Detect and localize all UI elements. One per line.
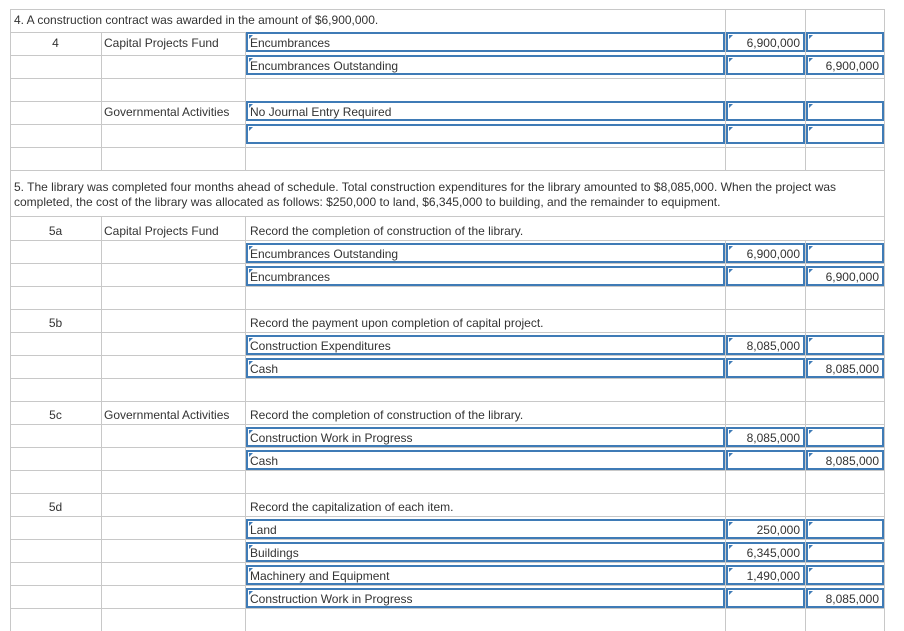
account-input-4-4[interactable] bbox=[246, 124, 725, 144]
entry-label-5a: 5a bbox=[48, 224, 63, 238]
account-input-4-2[interactable]: Encumbrances Outstanding bbox=[246, 55, 725, 75]
account-input-4-1[interactable]: Encumbrances bbox=[246, 32, 725, 52]
entry-label-5d: 5d bbox=[48, 500, 63, 514]
credit-input-5c-1[interactable] bbox=[806, 427, 884, 447]
debit-input-4-3[interactable] bbox=[726, 101, 805, 121]
dropdown-marker-icon bbox=[809, 361, 813, 365]
dropdown-marker-icon bbox=[809, 591, 813, 595]
debit-input-5c-1[interactable]: 8,085,000 bbox=[726, 427, 805, 447]
debit-input-5b-1[interactable]: 8,085,000 bbox=[726, 335, 805, 355]
dropdown-marker-icon bbox=[809, 453, 813, 457]
credit-input-5d-2[interactable] bbox=[806, 542, 884, 562]
credit-input-5a-2[interactable]: 6,900,000 bbox=[806, 266, 884, 286]
account-input-5d-4[interactable]: Construction Work in Progress bbox=[246, 588, 725, 608]
dropdown-marker-icon bbox=[729, 361, 733, 365]
credit-input-4-1[interactable] bbox=[806, 32, 884, 52]
dropdown-marker-icon bbox=[729, 104, 733, 108]
credit-input-5a-1[interactable] bbox=[806, 243, 884, 263]
memo-5c: Record the completion of construction of the library. bbox=[250, 408, 524, 422]
dropdown-marker-icon bbox=[809, 545, 813, 549]
dropdown-marker-icon bbox=[729, 545, 733, 549]
dropdown-marker-icon bbox=[809, 58, 813, 62]
dropdown-marker-icon bbox=[809, 269, 813, 273]
dropdown-marker-icon bbox=[809, 104, 813, 108]
entry-label-5c: 5c bbox=[49, 408, 62, 422]
credit-input-5d-3[interactable] bbox=[806, 565, 884, 585]
credit-input-4-4[interactable] bbox=[806, 124, 884, 144]
credit-input-5b-1[interactable] bbox=[806, 335, 884, 355]
dropdown-marker-icon bbox=[729, 338, 733, 342]
fund-label-5c: Governmental Activities bbox=[104, 408, 230, 422]
debit-input-5d-3[interactable]: 1,490,000 bbox=[726, 565, 805, 585]
account-input-5d-3[interactable]: Machinery and Equipment bbox=[246, 565, 725, 585]
debit-input-5c-2[interactable] bbox=[726, 450, 805, 470]
debit-input-5d-4[interactable] bbox=[726, 588, 805, 608]
dropdown-marker-icon bbox=[729, 453, 733, 457]
credit-input-5c-2[interactable]: 8,085,000 bbox=[806, 450, 884, 470]
account-input-5b-2[interactable]: Cash bbox=[246, 358, 725, 378]
account-input-5d-1[interactable]: Land bbox=[246, 519, 725, 539]
dropdown-marker-icon bbox=[729, 58, 733, 62]
account-input-5a-2[interactable]: Encumbrances bbox=[246, 266, 725, 286]
dropdown-marker-icon bbox=[729, 246, 733, 250]
account-input-5b-1[interactable]: Construction Expenditures bbox=[246, 335, 725, 355]
dropdown-marker-icon bbox=[809, 127, 813, 131]
account-input-5a-1[interactable]: Encumbrances Outstanding bbox=[246, 243, 725, 263]
credit-input-5d-1[interactable] bbox=[806, 519, 884, 539]
entry-label-5b: 5b bbox=[48, 316, 63, 330]
debit-input-5a-1[interactable]: 6,900,000 bbox=[726, 243, 805, 263]
memo-5d: Record the capitalization of each item. bbox=[250, 500, 454, 514]
account-input-4-3[interactable]: No Journal Entry Required bbox=[246, 101, 725, 121]
account-input-5d-2[interactable]: Buildings bbox=[246, 542, 725, 562]
dropdown-marker-icon bbox=[249, 127, 253, 131]
memo-5a: Record the completion of construction of the library. bbox=[250, 224, 524, 238]
dropdown-marker-icon bbox=[729, 568, 733, 572]
account-input-5c-1[interactable]: Construction Work in Progress bbox=[246, 427, 725, 447]
credit-input-5d-4[interactable]: 8,085,000 bbox=[806, 588, 884, 608]
dropdown-marker-icon bbox=[809, 522, 813, 526]
dropdown-marker-icon bbox=[729, 430, 733, 434]
credit-input-4-2[interactable]: 6,900,000 bbox=[806, 55, 884, 75]
debit-input-5d-1[interactable]: 250,000 bbox=[726, 519, 805, 539]
dropdown-marker-icon bbox=[809, 246, 813, 250]
memo-5b: Record the payment upon completion of capital project. bbox=[250, 316, 544, 330]
debit-input-4-4[interactable] bbox=[726, 124, 805, 144]
dropdown-marker-icon bbox=[729, 127, 733, 131]
dropdown-marker-icon bbox=[809, 338, 813, 342]
credit-input-4-3[interactable] bbox=[806, 101, 884, 121]
dropdown-marker-icon bbox=[729, 35, 733, 39]
dropdown-marker-icon bbox=[729, 522, 733, 526]
instruction-5: 5. The library was completed four months ahead of schedule. Total construction expenditures for the library amounted to $8,085,000. When the project was completed, the cost of the library was allocated as follows: $250,000 to land, $6,345,000 to building, and the remainder to equipment. bbox=[14, 180, 837, 209]
credit-input-5b-2[interactable]: 8,085,000 bbox=[806, 358, 884, 378]
instruction-4: 4. A construction contract was awarded in the amount of $6,900,000. bbox=[14, 13, 379, 27]
dropdown-marker-icon bbox=[729, 269, 733, 273]
dropdown-marker-icon bbox=[809, 430, 813, 434]
debit-input-5b-2[interactable] bbox=[726, 358, 805, 378]
debit-input-4-2[interactable] bbox=[726, 55, 805, 75]
account-input-5c-2[interactable]: Cash bbox=[246, 450, 725, 470]
debit-input-4-1[interactable]: 6,900,000 bbox=[726, 32, 805, 52]
fund-label-5a: Capital Projects Fund bbox=[104, 224, 219, 238]
dropdown-marker-icon bbox=[809, 568, 813, 572]
fund-label-4-governmental: Governmental Activities bbox=[104, 105, 230, 119]
debit-input-5a-2[interactable] bbox=[726, 266, 805, 286]
dropdown-marker-icon bbox=[729, 591, 733, 595]
fund-label-4-capital: Capital Projects Fund bbox=[104, 36, 219, 50]
dropdown-marker-icon bbox=[809, 35, 813, 39]
entry-label-4: 4 bbox=[52, 36, 59, 50]
debit-input-5d-2[interactable]: 6,345,000 bbox=[726, 542, 805, 562]
